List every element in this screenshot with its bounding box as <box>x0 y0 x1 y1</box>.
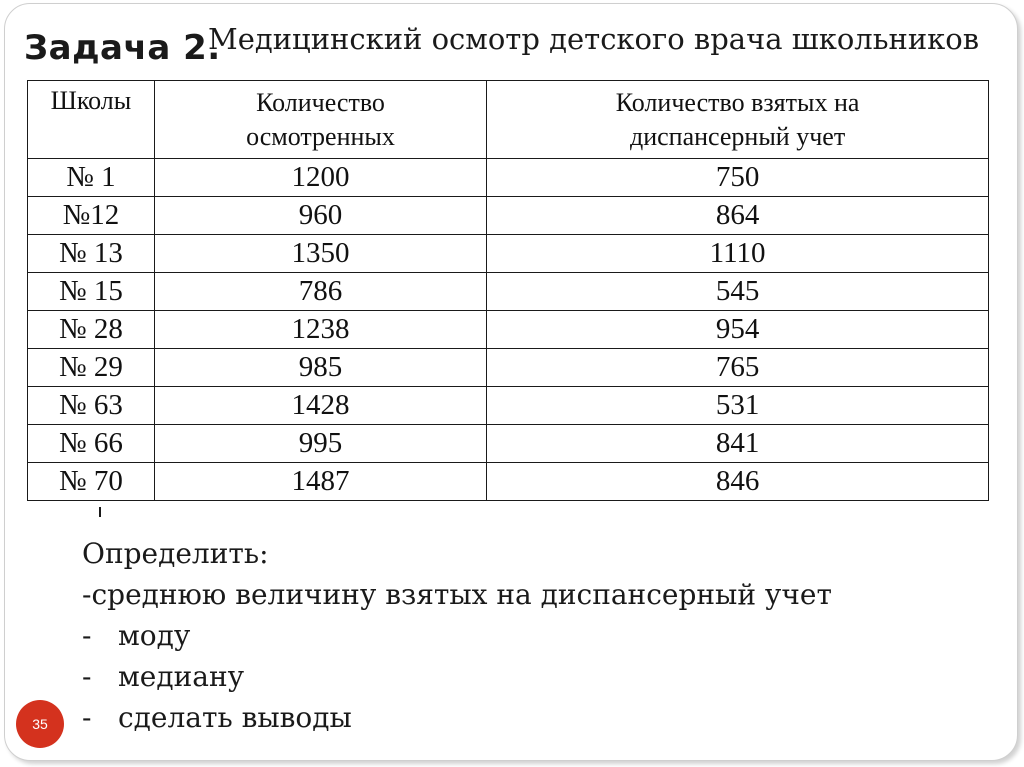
cell-examined: 1200 <box>154 159 486 197</box>
task-text: сделать выводы <box>118 701 352 734</box>
task-label: Задача 2. <box>24 28 221 68</box>
cell-examined: 1350 <box>154 235 486 273</box>
cell-registered: 1110 <box>487 235 989 273</box>
cell-school: № 13 <box>28 235 155 273</box>
cell-registered: 545 <box>487 273 989 311</box>
slide-title: Медицинский осмотр детского врача школьников <box>208 22 980 56</box>
task-item <box>82 656 832 697</box>
cell-registered: 841 <box>487 425 989 463</box>
cell-examined: 985 <box>154 349 486 387</box>
cell-school: №12 <box>28 197 155 235</box>
task-item <box>82 615 832 656</box>
cell-school: № 66 <box>28 425 155 463</box>
table-row <box>28 349 989 387</box>
cell-registered: 531 <box>487 387 989 425</box>
cell-examined: 1428 <box>154 387 486 425</box>
table-row <box>28 159 989 197</box>
table-row <box>28 463 989 501</box>
header-registered: Количество взятых на диспансерный учет <box>487 81 989 159</box>
cell-registered: 846 <box>487 463 989 501</box>
table-row <box>28 425 989 463</box>
task-dash: - <box>82 578 92 611</box>
cell-registered: 750 <box>487 159 989 197</box>
cell-examined: 786 <box>154 273 486 311</box>
table-header-row <box>28 81 989 159</box>
task-text: медиану <box>118 660 245 693</box>
cell-examined: 1487 <box>154 463 486 501</box>
table-row <box>28 311 989 349</box>
cell-school: № 28 <box>28 311 155 349</box>
cell-examined: 960 <box>154 197 486 235</box>
task-dash: - <box>82 660 92 693</box>
cell-school: № 29 <box>28 349 155 387</box>
task-text: моду <box>118 619 191 652</box>
page-number-badge: 35 <box>16 700 64 748</box>
cell-registered: 864 <box>487 197 989 235</box>
task-text: среднюю величину взятых на диспансерный учет <box>91 578 832 611</box>
cell-school: № 1 <box>28 159 155 197</box>
task-item <box>82 697 832 738</box>
table-row <box>28 273 989 311</box>
table-tick-mark <box>99 507 101 517</box>
header-examined: Количество осмотренных <box>154 81 486 159</box>
header-school: Школы <box>28 81 155 159</box>
task-dash: - <box>82 701 92 734</box>
cell-registered: 765 <box>487 349 989 387</box>
cell-school: № 70 <box>28 463 155 501</box>
data-table <box>27 80 989 501</box>
table-row <box>28 197 989 235</box>
task-list <box>82 533 832 738</box>
task-item <box>82 574 832 615</box>
cell-registered: 954 <box>487 311 989 349</box>
table-row <box>28 235 989 273</box>
cell-examined: 995 <box>154 425 486 463</box>
cell-examined: 1238 <box>154 311 486 349</box>
cell-school: № 15 <box>28 273 155 311</box>
task-intro: Определить: <box>82 537 269 570</box>
table-row <box>28 387 989 425</box>
cell-school: № 63 <box>28 387 155 425</box>
task-dash: - <box>82 619 92 652</box>
